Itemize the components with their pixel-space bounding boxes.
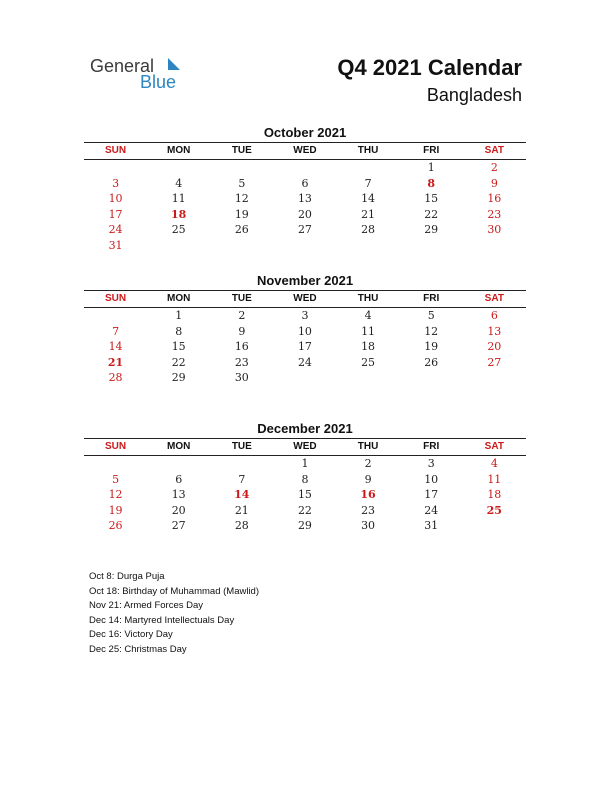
week-row: [84, 238, 526, 254]
holiday-item: Dec 14: Martyred Intellectuals Day: [89, 614, 235, 626]
day-cell: 1: [427, 161, 435, 174]
week-row: [84, 324, 526, 340]
day-cell: 6: [490, 309, 498, 322]
weekday-label: WED: [293, 145, 317, 156]
day-cell: [273, 160, 336, 176]
day-cell: [147, 456, 210, 472]
day-cell: 24: [424, 503, 439, 517]
day-cell: 20: [171, 503, 186, 517]
day-cell: 26: [108, 519, 123, 533]
weekday-label: TUE: [231, 293, 252, 304]
day-cell: [337, 370, 400, 386]
day-cell: [463, 370, 526, 386]
weekday-label: MON: [167, 441, 191, 452]
week-row: [84, 456, 526, 472]
week-row: [84, 472, 526, 488]
day-cell: 20: [487, 340, 502, 354]
day-cell: [463, 518, 526, 534]
day-cell: [210, 238, 273, 254]
day-cell: 3: [427, 457, 435, 470]
day-cell: 22: [297, 503, 312, 517]
weekday-label: TUE: [231, 441, 252, 452]
day-cell: 10: [108, 192, 123, 206]
day-cell: 27: [297, 223, 312, 237]
holiday-item: Dec 16: Victory Day: [89, 629, 173, 640]
holiday-day-cell: 21: [107, 355, 124, 369]
day-cell: [84, 160, 147, 176]
day-cell: 29: [424, 223, 439, 237]
weekday-label: SAT: [484, 293, 504, 304]
day-cell: 5: [427, 309, 435, 322]
week-row: [84, 339, 526, 355]
day-cell: [210, 160, 273, 176]
weekday-label: THU: [357, 441, 379, 452]
weekday-header: [84, 142, 526, 160]
logo-word-blue: Blue: [140, 72, 177, 92]
holiday-day-cell: 8: [427, 176, 436, 190]
day-cell: [400, 370, 463, 386]
day-cell: 30: [361, 519, 376, 533]
month-title: October 2021: [263, 125, 347, 140]
page-title: Q4 2021 Calendar: [337, 55, 522, 80]
day-cell: 7: [112, 324, 120, 338]
day-cell: 20: [297, 207, 312, 221]
day-cell: [337, 238, 400, 254]
day-cell: 8: [301, 472, 309, 486]
day-cell: 13: [171, 488, 186, 502]
day-cell: 17: [108, 207, 123, 221]
holiday-day-cell: 18: [171, 207, 187, 221]
day-cell: 4: [490, 457, 498, 470]
day-cell: 7: [364, 176, 372, 190]
day-cell: 4: [364, 309, 372, 322]
day-cell: 4: [175, 176, 183, 190]
day-cell: 16: [234, 340, 249, 354]
day-cell: 17: [297, 340, 312, 354]
day-cell: 16: [487, 192, 502, 206]
day-cell: [84, 308, 147, 324]
day-cell: 11: [171, 192, 186, 206]
weekday-header: [84, 438, 526, 456]
day-cell: 31: [424, 519, 439, 533]
day-cell: 14: [361, 192, 376, 206]
weekday-label: WED: [293, 293, 317, 304]
day-cell: 13: [297, 192, 312, 206]
day-cell: 23: [487, 207, 502, 221]
country-name: Bangladesh: [426, 85, 522, 105]
day-cell: 19: [108, 503, 123, 517]
day-cell: 25: [361, 355, 376, 369]
week-row: [84, 308, 526, 324]
holiday-item: Oct 18: Birthday of Muhammad (Mawlid): [89, 585, 260, 597]
day-cell: 3: [301, 309, 309, 322]
day-cell: 21: [234, 503, 249, 517]
day-cell: 11: [487, 472, 502, 486]
holiday-day-cell: 25: [486, 503, 502, 517]
day-cell: 28: [361, 223, 376, 237]
weekday-label: FRI: [423, 145, 440, 156]
day-cell: 9: [238, 324, 246, 338]
month-grid: [84, 308, 526, 386]
weekday-label: SUN: [105, 293, 127, 304]
month-grid: [84, 456, 526, 534]
day-cell: 26: [234, 223, 249, 237]
month-december: [84, 420, 526, 534]
day-cell: 5: [238, 176, 246, 190]
weekday-label: SAT: [484, 441, 504, 452]
day-cell: [84, 456, 147, 472]
day-cell: [147, 160, 210, 176]
month-title: November 2021: [256, 273, 354, 288]
day-cell: 15: [297, 488, 312, 502]
day-cell: 18: [487, 488, 502, 502]
month-october: [84, 124, 526, 254]
weekday-label: SAT: [484, 145, 504, 156]
logo: [90, 56, 200, 92]
weekday-label: FRI: [423, 441, 440, 452]
week-row: [84, 176, 526, 192]
day-cell: 1: [301, 457, 309, 470]
holiday-item: Dec 25: Christmas Day: [89, 643, 187, 655]
day-cell: 29: [297, 519, 312, 533]
weekday-label: MON: [167, 145, 191, 156]
day-cell: [147, 238, 210, 254]
week-row: [84, 207, 526, 223]
day-cell: 19: [424, 340, 439, 354]
day-cell: [273, 370, 336, 386]
day-cell: 28: [234, 519, 249, 533]
logo-word-general: General: [90, 56, 155, 76]
day-cell: 9: [364, 472, 372, 486]
week-row: [84, 487, 526, 503]
weekday-label: SUN: [105, 145, 127, 156]
logo-triangle-icon: [168, 58, 180, 72]
weekday-label: WED: [293, 441, 317, 452]
day-cell: 3: [112, 176, 120, 190]
day-cell: 12: [108, 488, 123, 502]
week-row: [84, 503, 526, 519]
day-cell: 29: [171, 371, 186, 385]
day-cell: 26: [424, 355, 439, 369]
week-row: [84, 222, 526, 238]
month-grid: [84, 160, 526, 254]
weekday-label: TUE: [231, 145, 252, 156]
day-cell: 31: [108, 238, 123, 252]
day-cell: 13: [487, 324, 502, 338]
weekday-label: THU: [357, 293, 379, 304]
day-cell: 23: [234, 355, 249, 369]
weekday-header: [84, 290, 526, 308]
day-cell: 6: [301, 176, 309, 190]
weekday-label: SUN: [105, 441, 127, 452]
week-row: [84, 160, 526, 176]
day-cell: 30: [487, 223, 502, 237]
holiday-item: Oct 8: Durga Puja: [89, 571, 165, 582]
day-cell: 28: [108, 371, 123, 385]
day-cell: [210, 456, 273, 472]
day-cell: 30: [234, 371, 249, 385]
day-cell: 22: [424, 207, 439, 221]
day-cell: 9: [490, 176, 498, 190]
weekday-label: MON: [167, 293, 191, 304]
day-cell: 11: [361, 324, 376, 338]
day-cell: 2: [238, 309, 246, 322]
day-cell: 10: [297, 324, 312, 338]
day-cell: 17: [424, 488, 439, 502]
day-cell: 19: [234, 207, 249, 221]
day-cell: 22: [171, 355, 186, 369]
day-cell: 2: [364, 457, 372, 470]
day-cell: 15: [171, 340, 186, 354]
week-row: [84, 355, 526, 371]
day-cell: 12: [234, 192, 249, 206]
day-cell: 18: [361, 340, 376, 354]
holiday-item: Nov 21: Armed Forces Day: [89, 600, 204, 611]
day-cell: 25: [171, 223, 186, 237]
day-cell: 24: [108, 223, 123, 237]
holiday-list: [89, 570, 259, 657]
weekday-label: THU: [357, 145, 379, 156]
day-cell: [463, 238, 526, 254]
day-cell: 8: [175, 324, 183, 338]
day-cell: 5: [112, 472, 120, 486]
day-cell: 2: [490, 161, 498, 174]
day-cell: 12: [424, 324, 439, 338]
day-cell: 15: [424, 192, 439, 206]
day-cell: 14: [108, 340, 123, 354]
day-cell: 27: [171, 519, 186, 533]
week-row: [84, 518, 526, 534]
holiday-day-cell: 14: [234, 488, 250, 502]
day-cell: 1: [175, 309, 183, 322]
weekday-label: FRI: [423, 293, 440, 304]
day-cell: 24: [297, 355, 312, 369]
holiday-day-cell: 16: [360, 488, 376, 502]
month-november: [84, 272, 526, 386]
week-row: [84, 191, 526, 207]
month-title: December 2021: [257, 421, 353, 436]
day-cell: [337, 160, 400, 176]
day-cell: 23: [361, 503, 376, 517]
day-cell: [273, 238, 336, 254]
day-cell: 6: [175, 472, 183, 486]
day-cell: 21: [361, 207, 376, 221]
day-cell: 10: [424, 472, 439, 486]
day-cell: [400, 238, 463, 254]
week-row: [84, 370, 526, 386]
day-cell: 27: [487, 355, 502, 369]
day-cell: 7: [238, 472, 246, 486]
